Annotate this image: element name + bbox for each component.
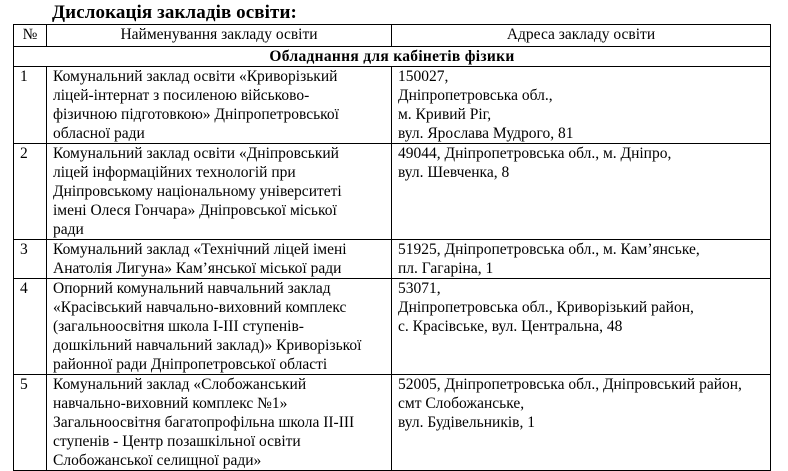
name-line: Анатолія Лигуна» Кам’янської міської ради <box>53 260 342 277</box>
table-row <box>14 67 771 144</box>
name-line: Слобожанської селищної ради» <box>53 452 262 469</box>
row-number: 3 <box>14 240 47 279</box>
address-line: 53071, <box>398 280 441 297</box>
name-line: районної ради Дніпропетровської області <box>53 356 328 373</box>
name-line: ліцей інформаційних технологій при <box>53 164 296 181</box>
address-line: 52005, Дніпропетровська обл., Дніпровський район, <box>398 376 742 393</box>
name-line: ступенів - Центр позашкільної освіти <box>53 433 301 450</box>
schools-table <box>13 24 771 471</box>
table-row <box>14 240 771 279</box>
header-number: № <box>14 25 47 47</box>
table-header-row <box>14 25 771 47</box>
name-line: навчально-виховний комплекс №1» <box>53 395 288 412</box>
school-address <box>392 144 771 240</box>
name-line: імені Олеся Гончара» Дніпровської міської <box>53 202 337 219</box>
name-line: Комунальний заклад освіти «Криворізький <box>53 68 338 85</box>
name-line: Загальноосвітня багатопрофільна школа ІІ-ІІІ <box>53 414 355 431</box>
name-line: Опорний комунальний навчальний заклад <box>53 280 331 297</box>
address-line: вул. Ярослава Мудрого, 81 <box>398 125 574 142</box>
address-line: вул. Будівельників, 1 <box>398 414 535 431</box>
school-name <box>47 67 392 144</box>
school-name <box>47 240 392 279</box>
school-address <box>392 240 771 279</box>
row-number: 1 <box>14 67 47 144</box>
document-title: Дислокація закладів освіти: <box>52 2 297 23</box>
row-number: 2 <box>14 144 47 240</box>
name-line: Дніпровському національному університеті <box>53 183 342 200</box>
header-name: Найменування закладу освіти <box>47 25 392 47</box>
address-line: вул. Шевченка, 8 <box>398 164 510 181</box>
address-line: Дніпропетровська обл., <box>398 87 553 104</box>
table-row <box>14 375 771 471</box>
row-number: 5 <box>14 375 47 471</box>
address-line: 150027, <box>398 68 449 85</box>
section-title: Обладнання для кабінетів фізики <box>14 47 771 67</box>
name-line: обласної ради <box>53 125 145 142</box>
school-name <box>47 144 392 240</box>
table-row <box>14 144 771 240</box>
school-address <box>392 67 771 144</box>
address-line: смт Слобожанське, <box>398 395 525 412</box>
row-number: 4 <box>14 279 47 375</box>
address-line: с. Красівське, вул. Центральна, 48 <box>398 318 623 335</box>
school-name <box>47 375 392 471</box>
name-line: фізичною підготовкою» Дніпропетровської <box>53 106 339 123</box>
section-row <box>14 47 771 67</box>
name-line: ліцей-інтернат з посиленою військово- <box>53 87 310 104</box>
name-line: Комунальний заклад «Слобожанський <box>53 376 307 393</box>
header-address: Адреса закладу освіти <box>392 25 771 47</box>
address-line: м. Кривий Ріг, <box>398 106 492 123</box>
name-line: «Красівський навчально-виховний комплекс <box>53 299 347 316</box>
table-row <box>14 279 771 375</box>
school-address <box>392 375 771 471</box>
address-line: 49044, Дніпропетровська обл., м. Дніпро, <box>398 145 672 162</box>
school-name <box>47 279 392 375</box>
address-line: 51925, Дніпропетровська обл., м. Кам’янське, <box>398 241 700 258</box>
name-line: ради <box>53 221 84 238</box>
address-line: Дніпропетровська обл., Криворізький район, <box>398 299 694 316</box>
address-line: пл. Гагаріна, 1 <box>398 260 494 277</box>
name-line: Комунальний заклад «Технічний ліцей імені <box>53 241 347 258</box>
name-line: дошкільний навчальний заклад)» Криворізької <box>53 337 362 354</box>
name-line: Комунальний заклад освіти «Дніпровський <box>53 145 339 162</box>
name-line: (загальноосвітня школа І-ІІІ ступенів- <box>53 318 304 335</box>
school-address <box>392 279 771 375</box>
